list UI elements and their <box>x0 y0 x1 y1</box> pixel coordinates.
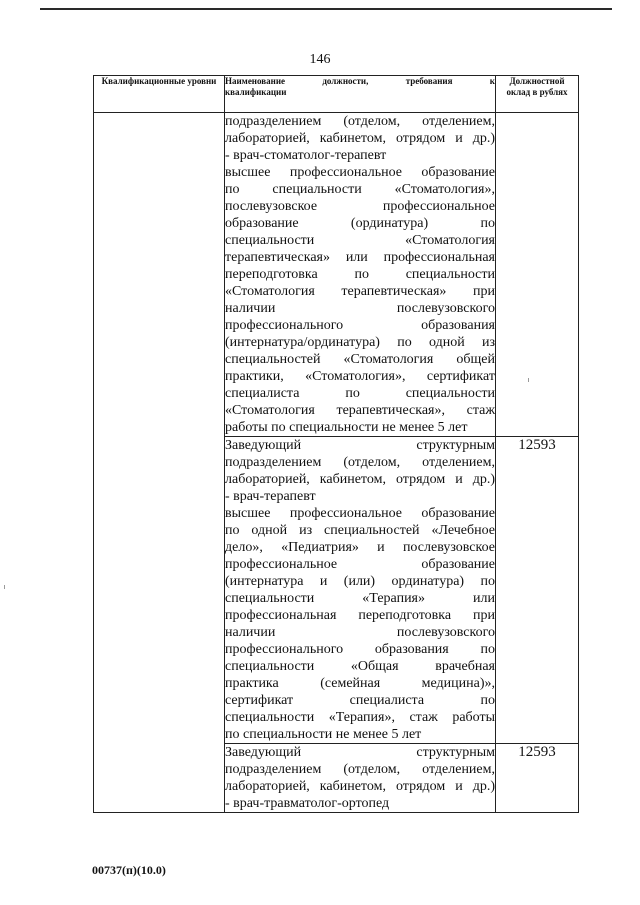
description-line: специальности «Общая врачебная <box>225 659 495 674</box>
description-line: лабораторией, кабинетом, отрядом и др.) <box>225 131 495 146</box>
description-line: терапевтическая» или профессиональная <box>225 250 495 265</box>
description-line: подразделением (отделом, отделением, <box>225 762 495 777</box>
description-line: дело», «Педиатрия» и послевузовское <box>225 540 495 555</box>
description-line: - врач-терапевт <box>225 489 316 504</box>
header-qualification-levels: Квалификационные уровни <box>94 76 225 113</box>
description-line: специальности «Стоматология <box>225 233 495 248</box>
description-line: по специальности не менее 5 лет <box>225 727 422 742</box>
description-line: Заведующий структурным <box>225 438 495 453</box>
description-line: - врач-стоматолог-терапевт <box>225 148 387 163</box>
description-line: профессионального образования по <box>225 642 495 657</box>
document-footer-code: 00737(п)(10.0) <box>92 863 166 877</box>
top-border-line <box>40 8 612 10</box>
salary-cell: 12593 <box>496 437 579 744</box>
qualification-table <box>93 75 579 813</box>
qualification-level-cell <box>94 113 225 813</box>
description-line: работы по специальности не менее 5 лет <box>225 420 468 435</box>
description-line: подразделением (отделом, отделением, <box>225 455 495 470</box>
description-line: «Стоматология терапевтическая» при <box>225 284 495 299</box>
description-line: лабораторией, кабинетом, отрядом и др.) <box>225 472 495 487</box>
description-line: наличии послевузовского <box>225 625 495 640</box>
description-line: профессиональное образование <box>225 557 495 572</box>
header-position-requirements <box>225 76 496 113</box>
description-line: по специальности «Стоматология», <box>225 182 495 197</box>
description-line: переподготовка по специальности <box>225 267 495 282</box>
header-salary-line-2: оклад в рублях <box>506 87 568 97</box>
description-line: практики, «Стоматология», сертификат <box>225 369 495 384</box>
description-line: высшее профессиональное образование <box>225 506 495 521</box>
page-number: 146 <box>309 52 331 67</box>
description-line: специальностей «Стоматология общей <box>225 352 495 367</box>
description-line: сертификат специалиста по <box>225 693 495 708</box>
description-line: лабораторией, кабинетом, отрядом и др.) <box>225 779 495 794</box>
description-line: - врач-травматолог-ортопед <box>225 796 390 811</box>
description-line: Заведующий структурным <box>225 745 495 760</box>
description-line: высшее профессиональное образование <box>225 165 495 180</box>
salary-cell <box>496 113 579 437</box>
description-line: специальности «Терапия» или <box>225 591 495 606</box>
description-line: «Стоматология терапевтическая», стаж <box>225 403 495 418</box>
description-line: образование (ординатура) по <box>225 216 495 231</box>
description-line: профессиональная переподготовка при <box>225 608 495 623</box>
description-line: специалиста по специальности <box>225 386 495 401</box>
description-line: профессионального образования <box>225 318 495 333</box>
position-description-cell <box>225 437 496 744</box>
description-line: подразделением (отделом, отделением, <box>225 114 495 129</box>
position-description-cell <box>225 744 496 813</box>
description-line: специальности «Терапия», стаж работы <box>225 710 495 725</box>
header-position-line-1: Наименование должности, требования к <box>225 76 495 86</box>
description-line: послевузовское профессиональное <box>225 199 495 214</box>
description-line: наличии послевузовского <box>225 301 495 316</box>
header-salary <box>496 76 579 113</box>
position-description-cell <box>225 113 496 437</box>
description-line: практика (семейная медицина)», <box>225 676 495 691</box>
table-header-row <box>94 76 579 113</box>
header-position-line-2: квалификации <box>225 87 287 97</box>
header-salary-line-1: Должностной <box>509 76 565 86</box>
description-line: (интернатура и (или) ординатура) по <box>225 574 495 589</box>
scan-mark <box>4 585 5 589</box>
table-row <box>94 113 579 437</box>
description-line: по одной из специальностей «Лечебное <box>225 523 495 538</box>
description-line: (интернатура/ординатура) по одной из <box>225 335 495 350</box>
salary-cell: 12593 <box>496 744 579 813</box>
